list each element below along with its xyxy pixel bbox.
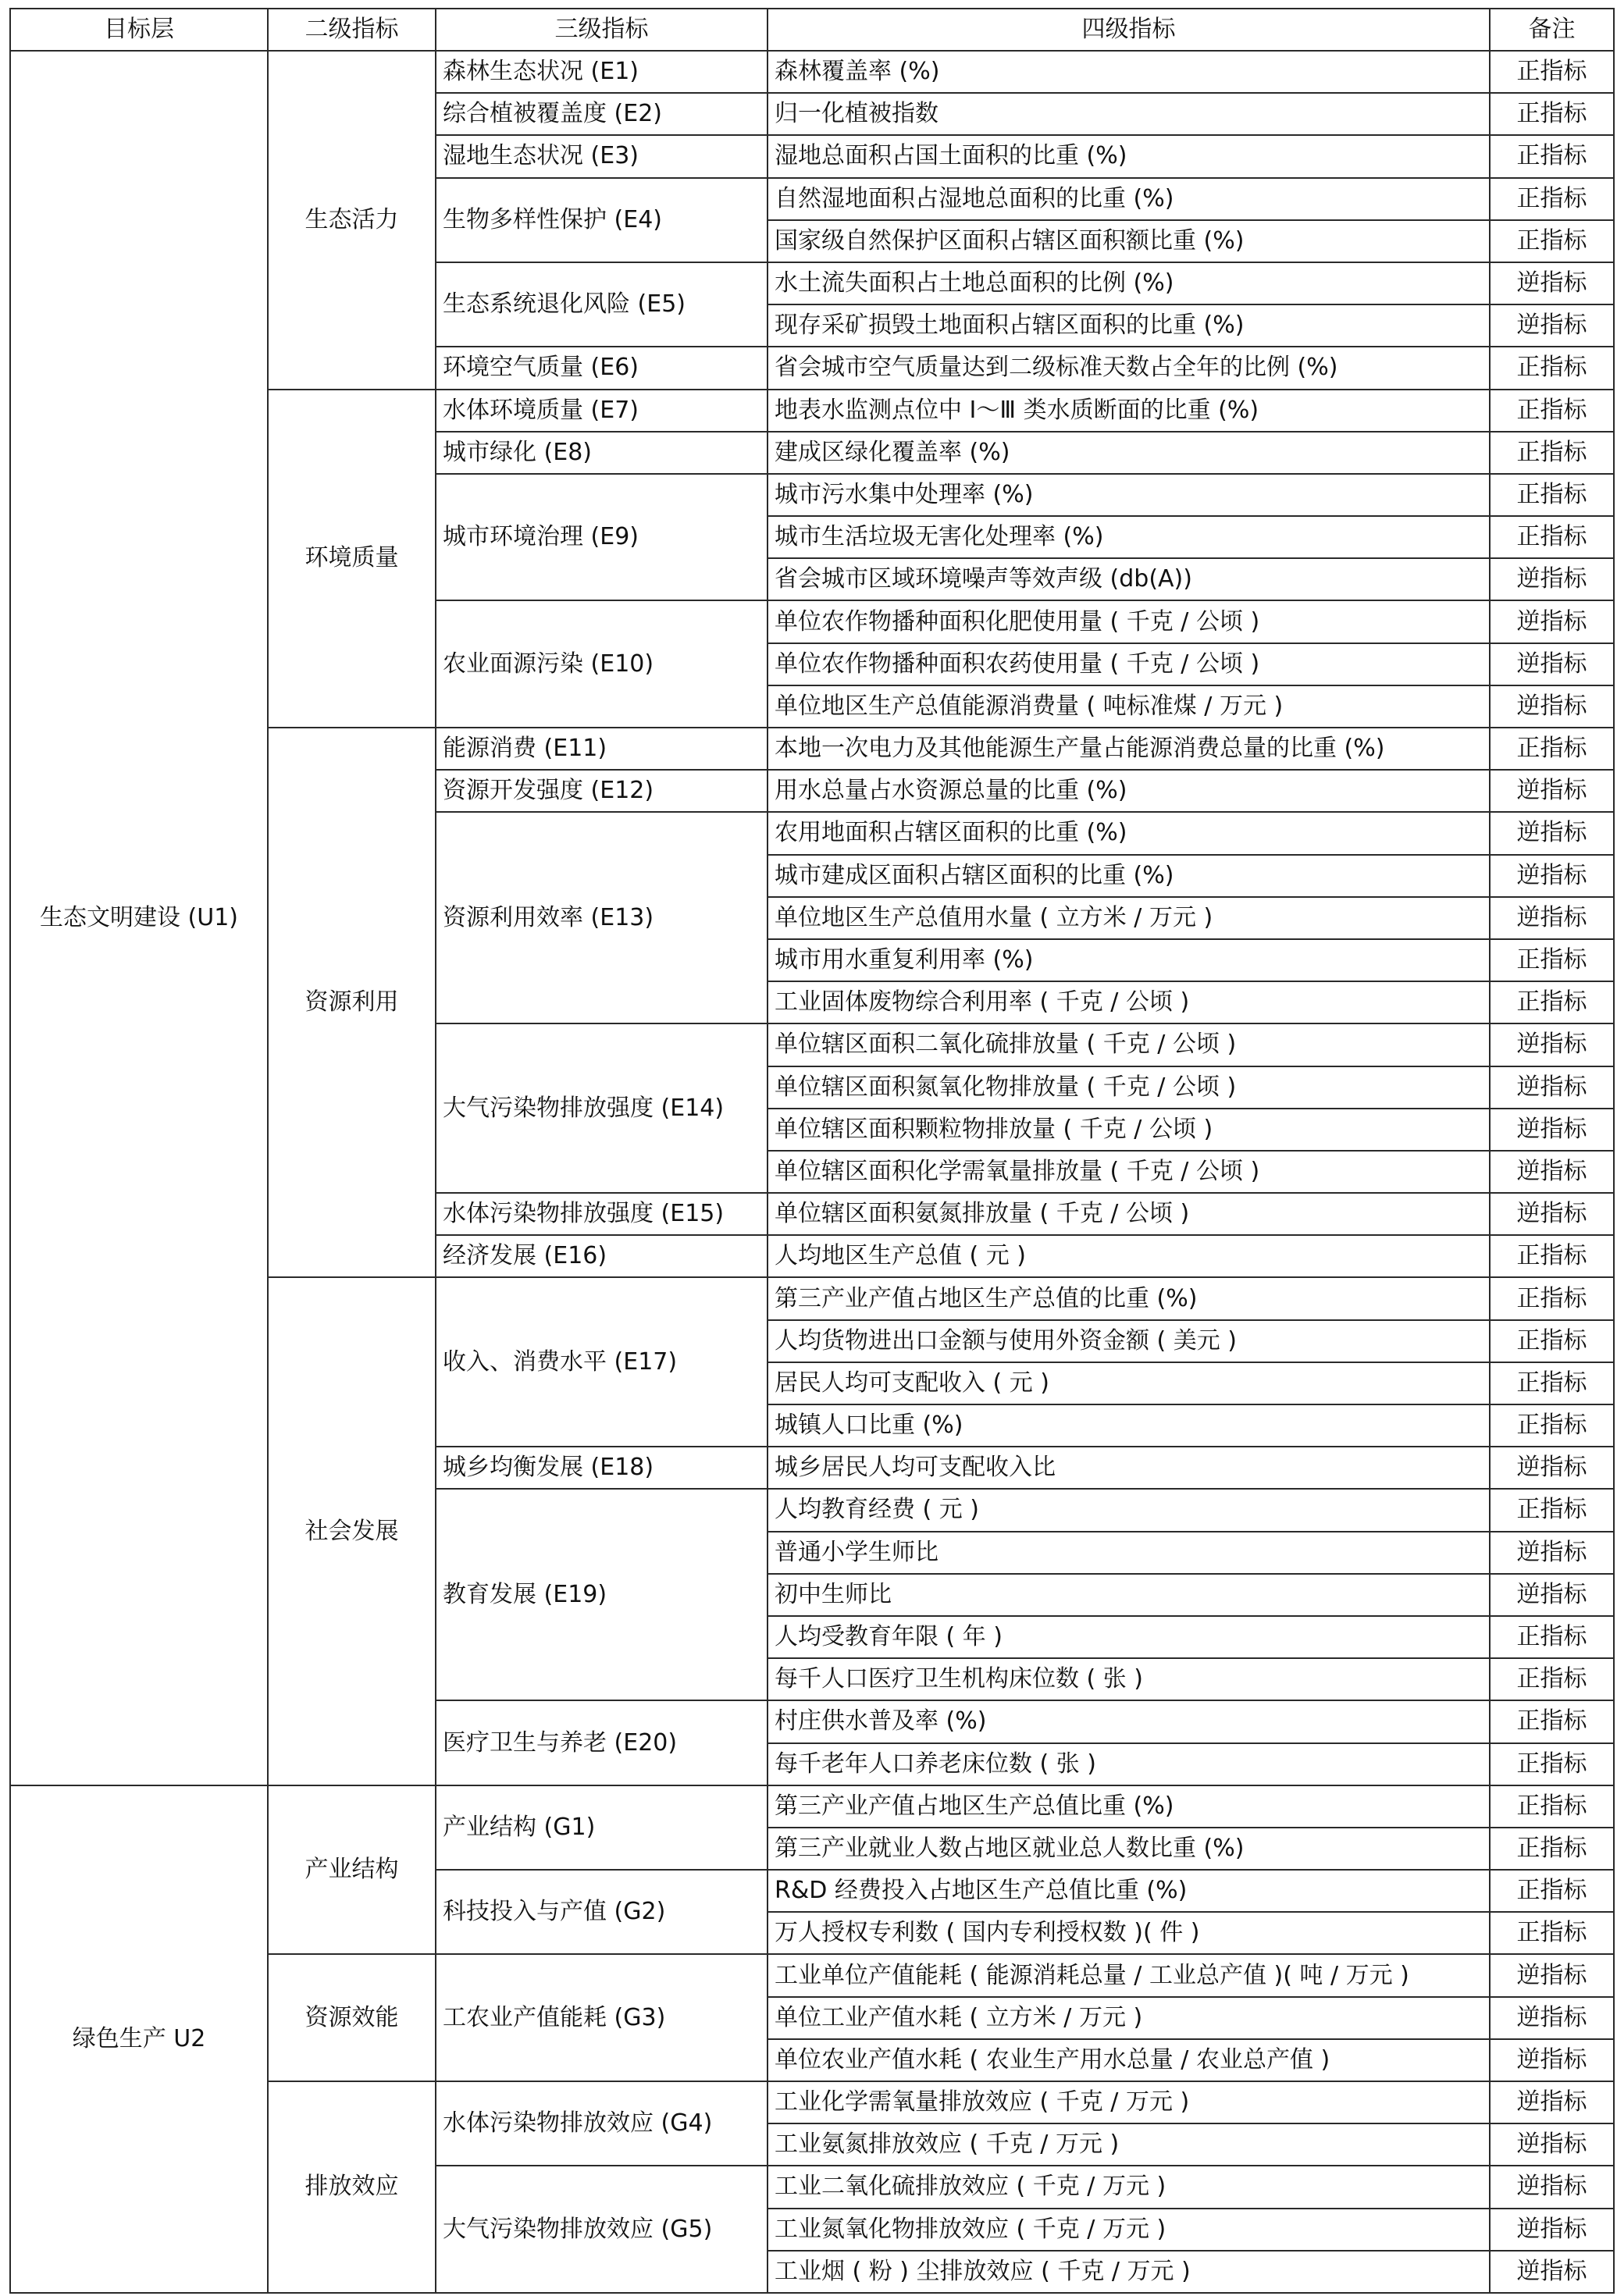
level4-cell: 用水总量占水资源总量的比重 (%): [768, 770, 1490, 812]
level4-cell: 每千人口医疗卫生机构床位数 ( 张 ): [768, 1658, 1490, 1700]
indicator-table: [9, 8, 1615, 2294]
remark-cell: 正指标: [1490, 135, 1614, 177]
remark-cell: 正指标: [1490, 1277, 1614, 1319]
remark-cell: 正指标: [1490, 1743, 1614, 1785]
level4-cell: 国家级自然保护区面积占辖区面积额比重 (%): [768, 220, 1490, 262]
remark-cell: 正指标: [1490, 1320, 1614, 1362]
remark-cell: 正指标: [1490, 1489, 1614, 1531]
level4-cell: 归一化植被指数: [768, 93, 1490, 135]
remark-cell: 逆指标: [1490, 304, 1614, 347]
remark-cell: 正指标: [1490, 1404, 1614, 1447]
level4-cell: 人均地区生产总值 ( 元 ): [768, 1235, 1490, 1277]
level4-cell: 单位农作物播种面积化肥使用量 ( 千克 / 公顷 ): [768, 600, 1490, 643]
remark-cell: 正指标: [1490, 1616, 1614, 1658]
header-target-layer: 目标层: [10, 9, 268, 51]
level4-cell: 城乡居民人均可支配收入比: [768, 1447, 1490, 1489]
level3-cell: 教育发展 (E19): [436, 1489, 768, 1700]
level4-cell: 工业二氧化硫排放效应 ( 千克 / 万元 ): [768, 2166, 1490, 2208]
remark-cell: 正指标: [1490, 474, 1614, 516]
level4-cell: 初中生师比: [768, 1574, 1490, 1616]
level4-cell: 单位地区生产总值能源消费量 ( 吨标准煤 / 万元 ): [768, 685, 1490, 728]
remark-cell: 正指标: [1490, 1362, 1614, 1404]
level3-cell: 经济发展 (E16): [436, 1235, 768, 1277]
remark-cell: 正指标: [1490, 1870, 1614, 1912]
level2-cell: 排放效应: [268, 2081, 436, 2293]
remark-cell: 正指标: [1490, 516, 1614, 558]
level3-cell: 水体污染物排放强度 (E15): [436, 1193, 768, 1235]
level4-cell: 工业单位产值能耗 ( 能源消耗总量 / 工业总产值 )( 吨 / 万元 ): [768, 1954, 1490, 1996]
header-level4: 四级指标: [768, 9, 1490, 51]
level2-cell: 环境质量: [268, 390, 436, 728]
level4-cell: 工业化学需氧量排放效应 ( 千克 / 万元 ): [768, 2081, 1490, 2123]
level3-cell: 城市绿化 (E8): [436, 432, 768, 474]
indicator-table-container: [9, 8, 1613, 2294]
level3-cell: 资源利用效率 (E13): [436, 812, 768, 1023]
level2-cell: 资源利用: [268, 728, 436, 1277]
level2-cell: 产业结构: [268, 1785, 436, 1955]
remark-cell: 逆指标: [1490, 1954, 1614, 1996]
remark-cell: 逆指标: [1490, 643, 1614, 685]
remark-cell: 正指标: [1490, 178, 1614, 220]
level3-cell: 工农业产值能耗 (G3): [436, 1954, 768, 2081]
level4-cell: 万人授权专利数 ( 国内专利授权数 )( 件 ): [768, 1912, 1490, 1954]
level3-cell: 环境空气质量 (E6): [436, 347, 768, 389]
remark-cell: 正指标: [1490, 981, 1614, 1023]
remark-cell: 逆指标: [1490, 812, 1614, 854]
table-row: [10, 51, 1614, 93]
remark-cell: 逆指标: [1490, 2251, 1614, 2293]
level3-cell: 能源消费 (E11): [436, 728, 768, 770]
level4-cell: 人均受教育年限 ( 年 ): [768, 1616, 1490, 1658]
level2-cell: 社会发展: [268, 1277, 436, 1785]
remark-cell: 逆指标: [1490, 600, 1614, 643]
level3-cell: 收入、消费水平 (E17): [436, 1277, 768, 1447]
level4-cell: R&D 经费投入占地区生产总值比重 (%): [768, 1870, 1490, 1912]
remark-cell: 正指标: [1490, 432, 1614, 474]
level3-cell: 医疗卫生与养老 (E20): [436, 1700, 768, 1785]
level3-cell: 生物多样性保护 (E4): [436, 178, 768, 262]
remark-cell: 逆指标: [1490, 262, 1614, 304]
remark-cell: 逆指标: [1490, 1532, 1614, 1574]
remark-cell: 逆指标: [1490, 855, 1614, 897]
level3-cell: 资源开发强度 (E12): [436, 770, 768, 812]
level4-cell: 地表水监测点位中 Ⅰ～Ⅲ 类水质断面的比重 (%): [768, 390, 1490, 432]
remark-cell: 逆指标: [1490, 897, 1614, 939]
level3-cell: 水体污染物排放效应 (G4): [436, 2081, 768, 2166]
level4-cell: 单位辖区面积化学需氧量排放量 ( 千克 / 公顷 ): [768, 1151, 1490, 1193]
header-remark: 备注: [1490, 9, 1614, 51]
level4-cell: 村庄供水普及率 (%): [768, 1700, 1490, 1742]
level4-cell: 建成区绿化覆盖率 (%): [768, 432, 1490, 474]
level4-cell: 第三产业就业人数占地区就业总人数比重 (%): [768, 1828, 1490, 1870]
level4-cell: 省会城市空气质量达到二级标准天数占全年的比例 (%): [768, 347, 1490, 389]
level4-cell: 每千老年人口养老床位数 ( 张 ): [768, 1743, 1490, 1785]
level3-cell: 水体环境质量 (E7): [436, 390, 768, 432]
remark-cell: 正指标: [1490, 1828, 1614, 1870]
remark-cell: 正指标: [1490, 1912, 1614, 1954]
level4-cell: 单位辖区面积颗粒物排放量 ( 千克 / 公顷 ): [768, 1109, 1490, 1151]
level3-cell: 科技投入与产值 (G2): [436, 1870, 768, 1954]
level4-cell: 居民人均可支配收入 ( 元 ): [768, 1362, 1490, 1404]
level3-cell: 产业结构 (G1): [436, 1785, 768, 1870]
table-row: [10, 1785, 1614, 1828]
remark-cell: 正指标: [1490, 220, 1614, 262]
remark-cell: 正指标: [1490, 93, 1614, 135]
table-body: [10, 51, 1614, 2293]
level3-cell: 综合植被覆盖度 (E2): [436, 93, 768, 135]
table-header-row: [10, 9, 1614, 51]
level4-cell: 单位辖区面积氮氧化物排放量 ( 千克 / 公顷 ): [768, 1066, 1490, 1109]
level4-cell: 省会城市区域环境噪声等效声级 (db(A)): [768, 558, 1490, 600]
level4-cell: 湿地总面积占国土面积的比重 (%): [768, 135, 1490, 177]
remark-cell: 逆指标: [1490, 1574, 1614, 1616]
level3-cell: 森林生态状况 (E1): [436, 51, 768, 93]
remark-cell: 正指标: [1490, 1235, 1614, 1277]
target-cell: 生态文明建设 (U1): [10, 51, 268, 1785]
level4-cell: 森林覆盖率 (%): [768, 51, 1490, 93]
level4-cell: 城市用水重复利用率 (%): [768, 939, 1490, 981]
remark-cell: 逆指标: [1490, 685, 1614, 728]
remark-cell: 正指标: [1490, 728, 1614, 770]
level4-cell: 单位农作物播种面积农药使用量 ( 千克 / 公顷 ): [768, 643, 1490, 685]
target-cell: 绿色生产 U2: [10, 1785, 268, 2293]
level4-cell: 工业烟 ( 粉 ) 尘排放效应 ( 千克 / 万元 ): [768, 2251, 1490, 2293]
remark-cell: 逆指标: [1490, 1151, 1614, 1193]
level4-cell: 城市生活垃圾无害化处理率 (%): [768, 516, 1490, 558]
level4-cell: 人均教育经费 ( 元 ): [768, 1489, 1490, 1531]
remark-cell: 逆指标: [1490, 1997, 1614, 2039]
level4-cell: 单位辖区面积氨氮排放量 ( 千克 / 公顷 ): [768, 1193, 1490, 1235]
remark-cell: 正指标: [1490, 347, 1614, 389]
level4-cell: 水土流失面积占土地总面积的比例 (%): [768, 262, 1490, 304]
level2-cell: 生态活力: [268, 51, 436, 390]
remark-cell: 正指标: [1490, 1785, 1614, 1828]
level3-cell: 农业面源污染 (E10): [436, 600, 768, 728]
level4-cell: 工业固体废物综合利用率 ( 千克 / 公顷 ): [768, 981, 1490, 1023]
level3-cell: 湿地生态状况 (E3): [436, 135, 768, 177]
remark-cell: 逆指标: [1490, 770, 1614, 812]
level4-cell: 城市污水集中处理率 (%): [768, 474, 1490, 516]
level4-cell: 单位辖区面积二氧化硫排放量 ( 千克 / 公顷 ): [768, 1023, 1490, 1066]
remark-cell: 正指标: [1490, 390, 1614, 432]
level3-cell: 生态系统退化风险 (E5): [436, 262, 768, 347]
level4-cell: 普通小学生师比: [768, 1532, 1490, 1574]
remark-cell: 逆指标: [1490, 1109, 1614, 1151]
level4-cell: 第三产业产值占地区生产总值的比重 (%): [768, 1277, 1490, 1319]
level3-cell: 大气污染物排放效应 (G5): [436, 2166, 768, 2293]
remark-cell: 逆指标: [1490, 2081, 1614, 2123]
remark-cell: 正指标: [1490, 1658, 1614, 1700]
level4-cell: 人均货物进出口金额与使用外资金额 ( 美元 ): [768, 1320, 1490, 1362]
level2-cell: 资源效能: [268, 1954, 436, 2081]
level4-cell: 工业氨氮排放效应 ( 千克 / 万元 ): [768, 2123, 1490, 2166]
remark-cell: 逆指标: [1490, 1447, 1614, 1489]
level4-cell: 第三产业产值占地区生产总值比重 (%): [768, 1785, 1490, 1828]
remark-cell: 逆指标: [1490, 1193, 1614, 1235]
level4-cell: 工业氮氧化物排放效应 ( 千克 / 万元 ): [768, 2209, 1490, 2251]
level4-cell: 城镇人口比重 (%): [768, 1404, 1490, 1447]
level3-cell: 城市环境治理 (E9): [436, 474, 768, 601]
remark-cell: 逆指标: [1490, 1023, 1614, 1066]
remark-cell: 逆指标: [1490, 2039, 1614, 2081]
level4-cell: 农用地面积占辖区面积的比重 (%): [768, 812, 1490, 854]
level4-cell: 城市建成区面积占辖区面积的比重 (%): [768, 855, 1490, 897]
remark-cell: 逆指标: [1490, 2209, 1614, 2251]
remark-cell: 逆指标: [1490, 1066, 1614, 1109]
level3-cell: 大气污染物排放强度 (E14): [436, 1023, 768, 1193]
level4-cell: 单位农业产值水耗 ( 农业生产用水总量 / 农业总产值 ): [768, 2039, 1490, 2081]
level3-cell: 城乡均衡发展 (E18): [436, 1447, 768, 1489]
level4-cell: 单位工业产值水耗 ( 立方米 / 万元 ): [768, 1997, 1490, 2039]
remark-cell: 逆指标: [1490, 558, 1614, 600]
header-level3: 三级指标: [436, 9, 768, 51]
level4-cell: 自然湿地面积占湿地总面积的比重 (%): [768, 178, 1490, 220]
level4-cell: 单位地区生产总值用水量 ( 立方米 / 万元 ): [768, 897, 1490, 939]
level4-cell: 现存采矿损毁土地面积占辖区面积的比重 (%): [768, 304, 1490, 347]
header-level2: 二级指标: [268, 9, 436, 51]
remark-cell: 正指标: [1490, 1700, 1614, 1742]
level4-cell: 本地一次电力及其他能源生产量占能源消费总量的比重 (%): [768, 728, 1490, 770]
remark-cell: 逆指标: [1490, 2166, 1614, 2208]
remark-cell: 逆指标: [1490, 2123, 1614, 2166]
remark-cell: 正指标: [1490, 51, 1614, 93]
remark-cell: 正指标: [1490, 939, 1614, 981]
